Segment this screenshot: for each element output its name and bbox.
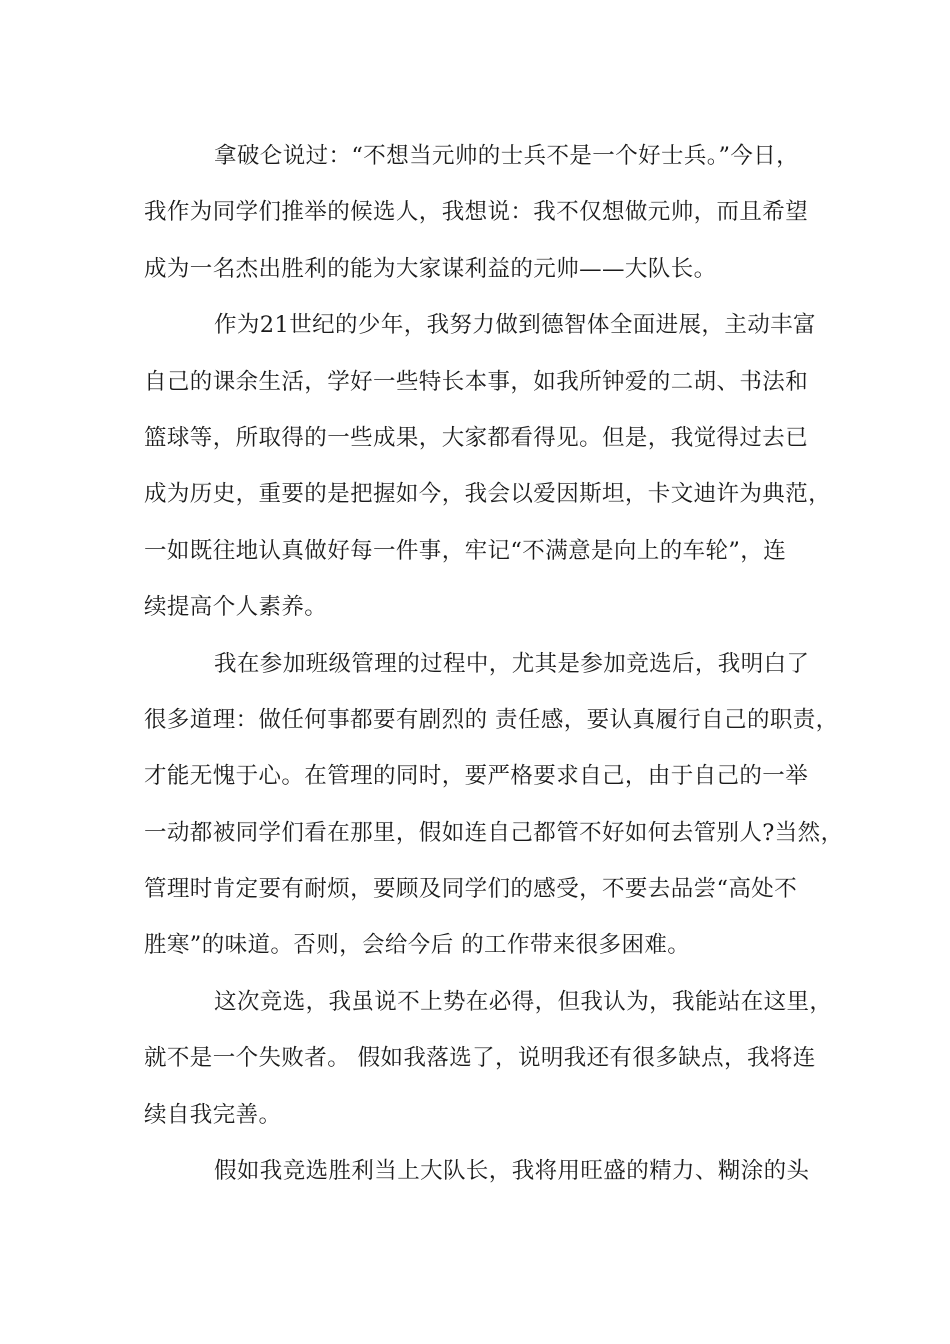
paragraph-1 (144, 128, 824, 297)
text-line: 拿破仑说过：“不想当元帅的士兵不是一个好士兵。”今日， (214, 143, 800, 169)
text-line: 我作为同学们推举的候选人，我想说：我不仅想做元帅，而且希望 (144, 199, 809, 226)
text-line: 一如既往地认真做好每一件事，牢记“不满意是向上的车轮”，连 (144, 537, 787, 564)
paragraph-2 (144, 297, 832, 635)
text-line: 胜寒”的味道。否则，会给今后 的工作带来很多困难。 (144, 932, 691, 959)
text-line: 续提高个人素养。 (144, 594, 328, 621)
text-line: 续自我完善。 (144, 1101, 282, 1128)
text-line: 假如我竞选胜利当上大队长，我将用旺盛的精力、糊涂的头 (214, 1158, 810, 1185)
text-line: 管理时肯定要有耐烦，要顾及同学们的感受，不要去品尝“高处不 (144, 876, 798, 903)
text-line: 我在参加班级管理的过程中，尤其是参加竞选后，我明白了 (214, 650, 810, 677)
paragraph-4 (144, 974, 833, 1143)
text-line: 篮球等，所取得的一些成果，大家都看得见。但是，我觉得过去已 (144, 424, 809, 451)
paragraph-3 (144, 636, 844, 974)
text-line: 这次竞选，我虽说不上势在必得，但我认为，我能站在这里， (214, 988, 833, 1015)
paragraph-5 (144, 1143, 824, 1199)
text-line: 成为历史，重要的是把握如今，我会以爱因斯坦，卡文迪许为典范， (144, 481, 832, 508)
text-line: 作为21世纪的少年，我努力做到德智体全面进展，主动丰富 (214, 312, 816, 339)
text-line: 才能无愧于心。在管理的同时，要严格要求自己，由于自己的一举 (144, 763, 809, 790)
text-line: 成为一名杰出胜利的能为大家谋利益的元帅——大队长。 (144, 255, 717, 282)
text-line: 就不是一个失败者。 假如我落选了，说明我还有很多缺点，我将连 (144, 1045, 816, 1072)
text-line: 很多道理：做任何事都要有剧烈的 责任感，要认真履行自己的职责， (144, 706, 839, 733)
document-body (144, 128, 844, 1199)
text-line: 自己的课余生活，学好一些特长本事，如我所钟爱的二胡、书法和 (144, 368, 809, 395)
text-line: 一动都被同学们看在那里，假如连自己都管不好如何去管别人?当然， (144, 819, 844, 846)
